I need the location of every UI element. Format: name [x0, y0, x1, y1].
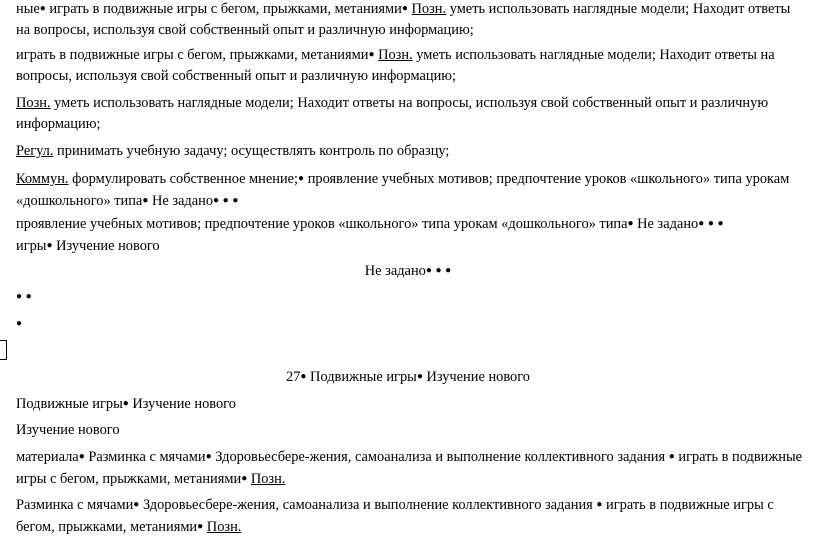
- text: проявление учебных мотивов; предпочтение уроков «школьного» типа урокам «дошкольного» типа: [16, 216, 628, 232]
- bullet-icon: ●: [300, 371, 307, 382]
- text: Подвижные игры: [16, 396, 123, 412]
- bullet-icon: ●: [241, 473, 248, 484]
- bullet-icon: ●: [445, 265, 452, 276]
- paragraph-10: [16, 420, 806, 441]
- subject-label: Позн.: [378, 47, 413, 63]
- text: Разминка с мячами: [84, 449, 206, 465]
- paragraph-7: [0, 260, 816, 282]
- text: Здоровьесбере-жения, самоанализа и выполнение коллективного задания: [139, 497, 597, 513]
- paragraph-11: [16, 446, 806, 490]
- bullet-row-2: [16, 313, 806, 335]
- text: играть в подвижные игры с бегом, прыжками, метаниями: [16, 47, 369, 63]
- text: уметь использовать наглядные модели; Находит ответы на вопросы, используя свой собственный опыт и различную информацию;: [16, 47, 775, 84]
- text: Подвижные игры: [306, 369, 417, 385]
- text: Здоровьесбере-жения, самоанализа и выполнение коллективного задания: [211, 449, 669, 465]
- text-cursor-icon[interactable]: [0, 340, 7, 360]
- text: играть в подвижные игры с бегом, прыжками, метаниями: [16, 497, 774, 535]
- text: Не задано: [633, 216, 699, 232]
- paragraph-3: [16, 93, 806, 135]
- text: игры: [16, 238, 47, 254]
- bullet-icon: ●: [707, 218, 714, 229]
- paragraph-4: [16, 141, 806, 162]
- paragraph-12: [16, 494, 806, 538]
- paragraph-6: [16, 213, 806, 257]
- bullet-icon: ●: [142, 195, 149, 206]
- text: играть в подвижные игры с бегом, прыжками, метаниями: [16, 449, 803, 487]
- paragraph-1: [16, 0, 806, 41]
- bullet-icon: ●: [717, 218, 724, 229]
- bullet-icon: ●: [122, 398, 129, 409]
- subject-label: Позн.: [16, 95, 51, 111]
- text: формулировать собственное мнение;: [68, 171, 299, 187]
- bullet-icon: ●: [232, 195, 239, 206]
- bullet-icon: ●: [298, 173, 305, 184]
- bullet-icon: ●: [222, 195, 229, 206]
- bullet-icon: ●: [596, 499, 603, 510]
- text: 27: [286, 369, 301, 385]
- bullet-icon: ●: [425, 265, 432, 276]
- text: ные: [16, 1, 40, 17]
- text: Изучение нового: [128, 396, 236, 412]
- bullet-icon: ●: [25, 291, 32, 302]
- text: играть в подвижные игры с бегом, прыжками, метаниями: [45, 1, 402, 17]
- paragraph-5: [16, 168, 806, 212]
- text: Не задано: [148, 193, 214, 209]
- bullet-icon: ●: [435, 265, 442, 276]
- paragraph-8: [0, 366, 816, 388]
- text: Изучение нового: [422, 369, 530, 385]
- bullet-icon: ●: [39, 3, 46, 14]
- subject-label: Позн.: [250, 471, 286, 487]
- text: уметь использовать наглядные модели; Находит ответы на вопросы, используя свой собственный опыт и различную информацию;: [16, 95, 769, 132]
- subject-label: Позн.: [206, 519, 242, 535]
- bullet-icon: ●: [698, 218, 705, 229]
- text: материала: [16, 449, 79, 465]
- bullet-icon: ●: [46, 240, 53, 251]
- subject-label: Регул.: [16, 143, 54, 159]
- bullet-icon: ●: [668, 451, 675, 462]
- text: Изучение нового: [16, 422, 120, 438]
- bullet-icon: ●: [16, 291, 23, 302]
- paragraph-2: [16, 44, 806, 87]
- text: принимать учебную задачу; осуществлять контроль по образцу;: [53, 143, 450, 159]
- subject-label: Позн.: [411, 1, 447, 17]
- bullet-icon: ●: [16, 318, 23, 329]
- paragraph-9: [16, 393, 806, 415]
- text: проявление учебных мотивов; предпочтение уроков «школьного» типа урокам «дошкольного» типа: [16, 171, 790, 209]
- bullet-icon: ●: [197, 521, 204, 532]
- bullet-icon: ●: [213, 195, 220, 206]
- bullet-icon: ●: [78, 451, 85, 462]
- bullet-icon: ●: [627, 218, 634, 229]
- bullet-icon: ●: [133, 499, 140, 510]
- text: Не задано: [364, 263, 426, 279]
- text: Разминка с мячами: [16, 497, 134, 513]
- bullet-icon: ●: [416, 371, 423, 382]
- text: уметь использовать наглядные модели; Находит ответы на вопросы, используя свой собственный опыт и различную информацию;: [16, 1, 791, 38]
- bullet-row-1: [16, 286, 806, 308]
- text: Изучение нового: [52, 238, 160, 254]
- subject-label: Коммун.: [16, 171, 69, 187]
- bullet-icon: ●: [368, 49, 375, 60]
- bullet-icon: ●: [205, 451, 212, 462]
- bullet-icon: ●: [401, 3, 408, 14]
